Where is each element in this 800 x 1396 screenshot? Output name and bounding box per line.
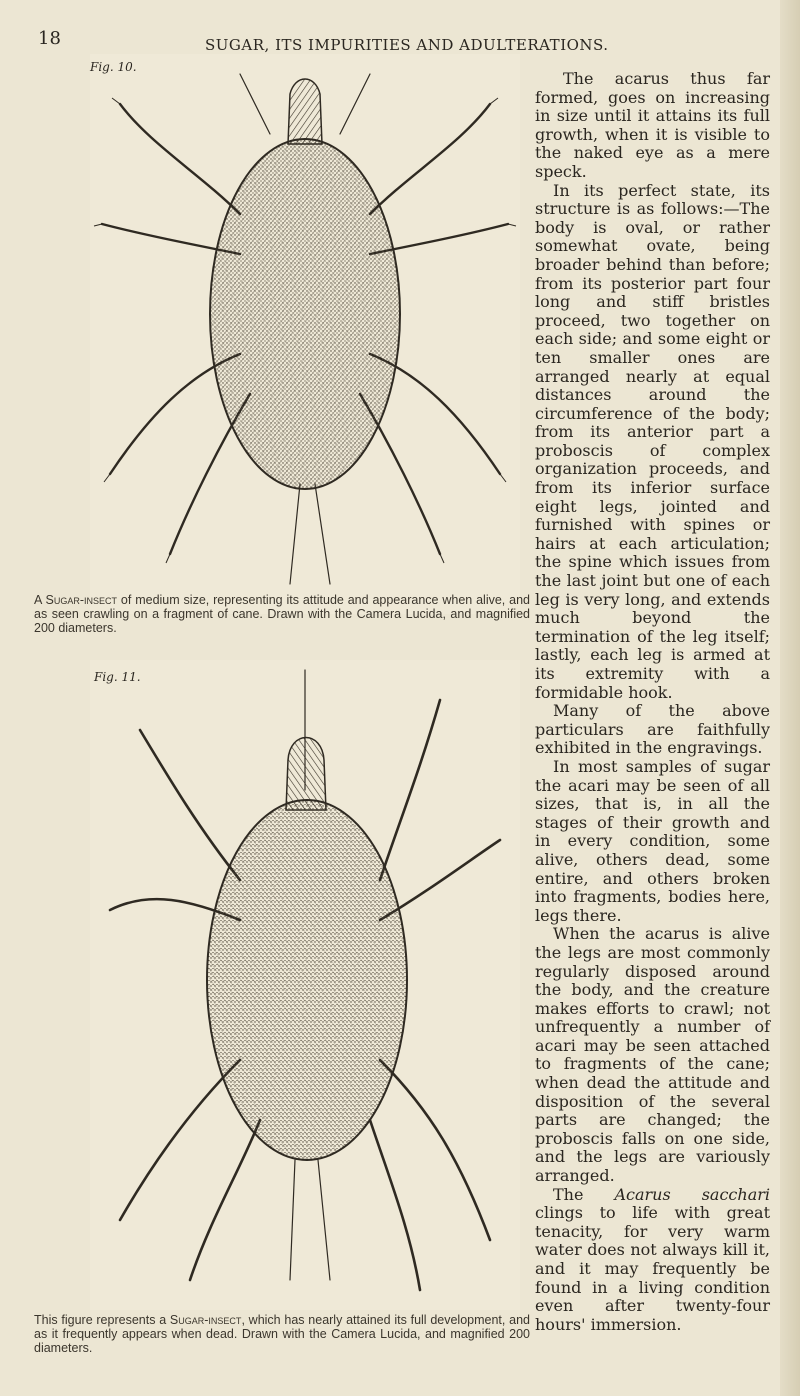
figure-10 [90, 54, 520, 614]
paragraph: In most samples of sugar the acari may be seen of all sizes, that is, in all the stages of their growth and in every condition, some alive, others dead, some entire, and others broken into fragments, bodies here, legs there. [535, 756, 770, 925]
paragraph-text: clings to life with great tenacity, for very warm water does not always kill it, and it may frequently be found in a living condition even after twenty-four hours' immersion. [535, 1203, 770, 1334]
caption-prefix: A [34, 593, 46, 607]
figure-11-label: Fig. 11. [94, 670, 141, 684]
caption-prefix: This figure represents a [34, 1313, 170, 1327]
body-text-column [535, 70, 770, 1334]
caption-smallcaps: Sugar-insect [45, 593, 118, 607]
paragraph: When the acarus is alive the legs are most commonly regularly disposed around the body, and the creature makes efforts to crawl; not unfrequently a number of acari may be seen attached to fragments of the cane; when dead the attitude and disposition of the several parts are changed; the proboscis falls on one side, and the legs are variously arranged. [535, 924, 770, 1186]
figure-10-engraving [90, 54, 520, 594]
paragraph-text: The [553, 1184, 615, 1204]
species-name: Acarus sacchari [614, 1184, 770, 1204]
caption-smallcaps: Sugar-insect [169, 1313, 242, 1327]
page-edge [780, 0, 800, 1396]
page-number: 18 [38, 28, 61, 49]
figure-11-caption [34, 1313, 530, 1355]
figure-10-label: Fig. 10. [90, 60, 137, 74]
paragraph: In its perfect state, its structure is as follows:—The body is oval, or rather somewhat ovate, being broader behind than before; from its posterior part four long and stiff bristles proceed, two together on each side; and some eight or ten smaller ones are arranged nearly at equal distances around the circumference of the body; from its anterior part a proboscis of complex organization proceeds, and from its inferior surface eight legs, jointed and furnished with spines or hairs at each articulation; the spine which issues from the last joint but one of each leg is very long, and extends much beyond the termination of the leg itself; lastly, each leg is armed at its extremity with a formidable hook. [535, 180, 770, 702]
caption-rest: , which has nearly attained its full development, and as it frequently appears when dead. Drawn with the Camera Lucida, and magnified 200 diameters. [34, 1313, 530, 1355]
paragraph: Many of the above particulars are faithfully exhibited in the engravings. [535, 701, 770, 758]
paragraph [535, 1186, 770, 1335]
figure-11-engraving [90, 660, 520, 1310]
caption-rest: of medium size, representing its attitude and appearance when alive, and as seen crawling on a fragment of cane. Drawn with the Camera Lucida, and magnified 200 diameters. [34, 593, 530, 635]
running-head: SUGAR, ITS IMPURITIES AND ADULTERATIONS. [205, 36, 609, 54]
figure-11 [90, 660, 520, 1310]
paragraph: The acarus thus far formed, goes on increasing in size until it attains its full growth, when it is visible to the naked eye as a mere speck. [535, 69, 770, 181]
figure-10-caption [34, 593, 530, 635]
